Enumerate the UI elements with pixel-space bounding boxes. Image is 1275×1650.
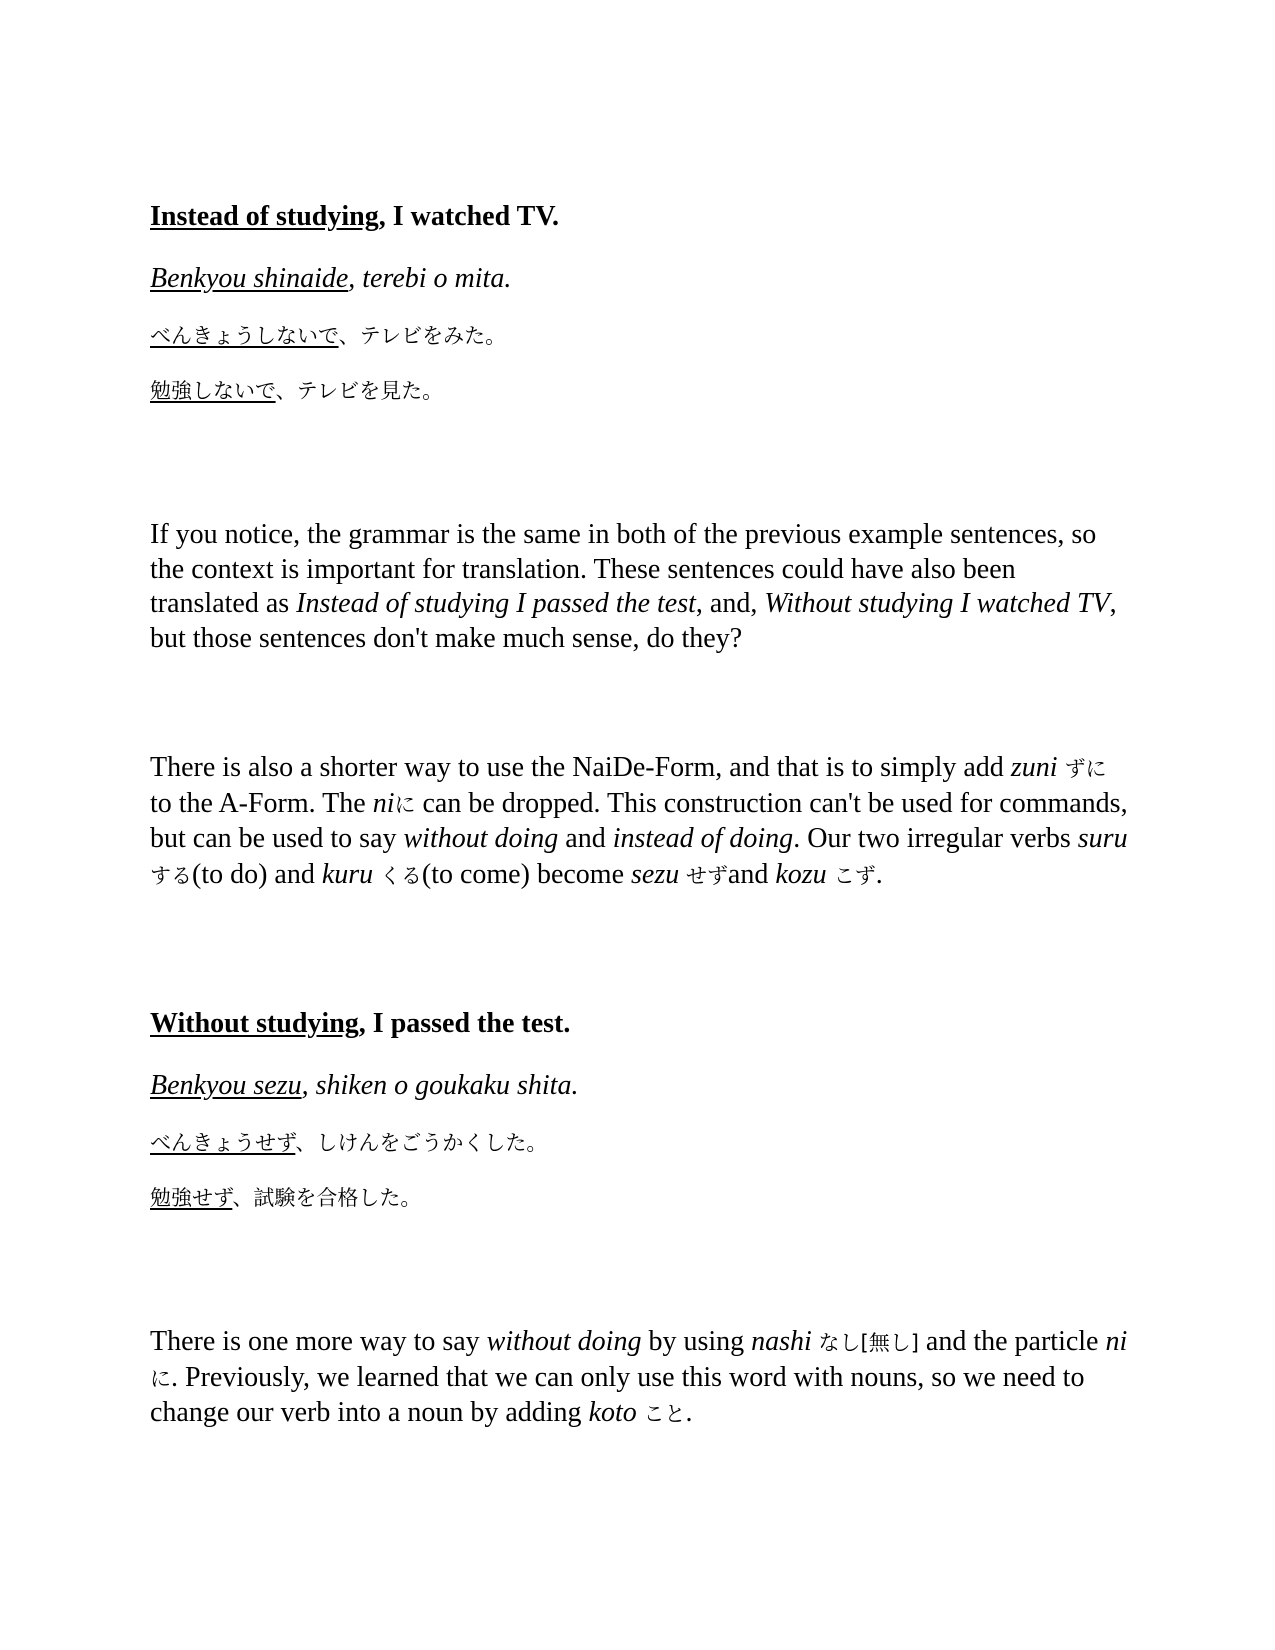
example1-romaji: Benkyou shinaide, terebi o mita. [150, 263, 512, 294]
example1-english: Instead of studying, I watched TV. [150, 201, 559, 232]
example2-english-underlined: Without studying [150, 1008, 359, 1039]
example1-romaji-underlined: Benkyou shinaide [150, 263, 349, 294]
example2-kanji-underlined: 勉強せず [150, 1186, 233, 1210]
example2-romaji-underlined: Benkyou sezu [150, 1070, 302, 1101]
paragraph-zuni: There is also a shorter way to use the NaiDe-Form, and that is to simply add zuni ずに to the A-Form. The niに can be dropped. This construction can't be used for commands, but can be used to say without doing and instead of doing. Our two irregular verbs suru する(to do) and kuru くる(to come) become sezu せずand kozu こず. [150, 752, 1128, 890]
example1-kanji: 勉強しないで、テレビを見た。 [150, 379, 444, 403]
example2-kanji: 勉強せず、試験を合格した。 [150, 1186, 422, 1210]
paragraph-nashi: There is one more way to say without doing by using nashi なし[無し] and the particle niに. Previously, we learned that we can only use this word with nouns, so we need to change our verb into a noun by adding koto こと. [150, 1326, 1128, 1428]
example2-kana-underlined: べんきょうせず [150, 1131, 296, 1155]
paragraph-context: If you notice, the grammar is the same in both of the previous example sentences, so the context is important for translation. These sentences could have also been translated as Instead of studying I passed the test, and, Without studying I watched TV, but those sentences don't make much sense, do they? [150, 519, 1117, 654]
example1-kana: べんきょうしないで、テレビをみた。 [150, 324, 507, 348]
example1-kana-underlined: べんきょうしないで [150, 324, 339, 348]
example1-kanji-underlined: 勉強しないで [150, 379, 276, 403]
example2-kana: べんきょうせず、しけんをごうかくした。 [150, 1131, 548, 1155]
example2-romaji: Benkyou sezu, shiken o goukaku shita. [150, 1070, 579, 1101]
example1-english-underlined: Instead of studying [150, 201, 379, 232]
example2-english: Without studying, I passed the test. [150, 1008, 571, 1039]
